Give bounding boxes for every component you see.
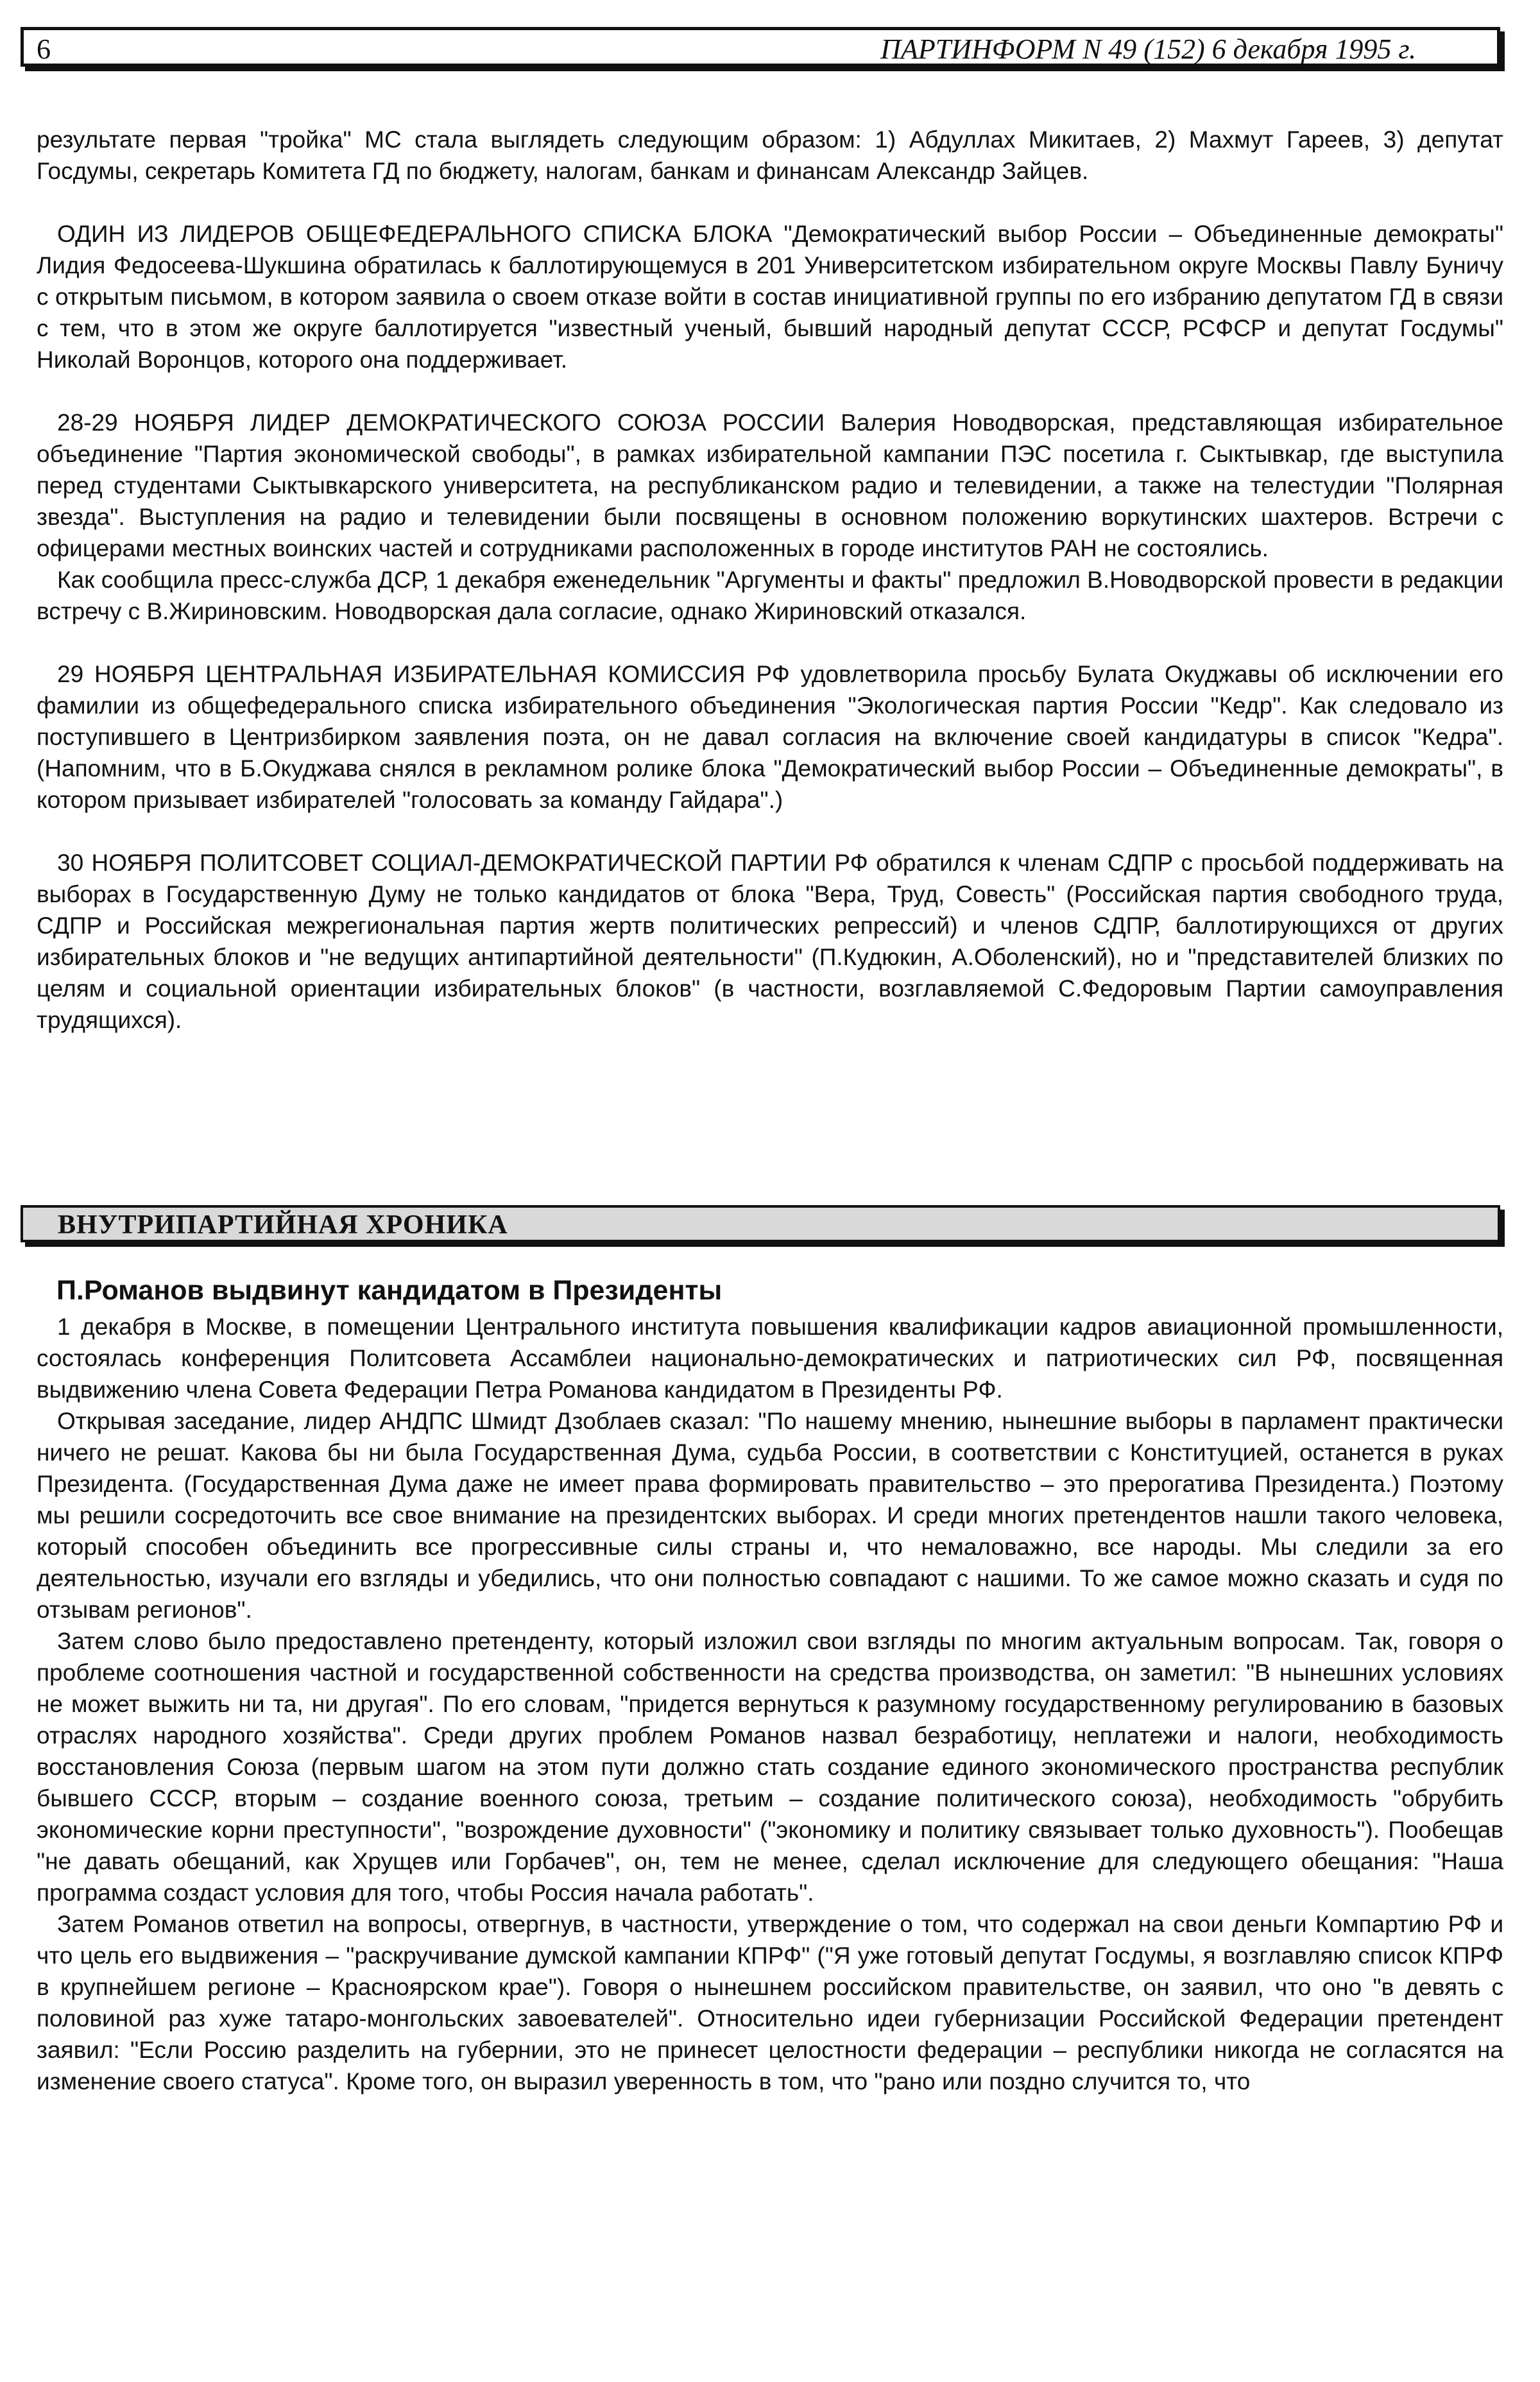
news-column-top [37, 124, 1503, 1067]
section-heading [21, 1205, 1500, 1242]
paragraph: Затем Романов ответил на вопросы, отвергнув, в частности, утверждение о том, что содержал на свои деньги Компартию РФ и что цель его выдвижения – "раскручивание думской кампании КПРФ" ("Я уже готовый депутат Госдумы, я возглавляю список КПРФ в крупнейшем регионе – Красноярском крае"). Говоря о нынешнем российском правительстве, он заявил, что оно "в девять с половиной раз хуже татаро-монгольских завоевателей". Относительно идеи губернизации Российской Федерации претендент заявил: "Если Россию разделить на губернии, это не принесет целостности федерации – республики никогда не согласятся на изменение своего статуса". Кроме того, он выразил уверенность в том, что "рано или поздно случится то, что [37, 1911, 1503, 2095]
paragraph: ОДИН ИЗ ЛИДЕРОВ ОБЩЕФЕДЕРАЛЬНОГО СПИСКА БЛОКА "Демократический выбор России – Объединенные демократы" Лидия Федосеева-Шукшина обратилась к баллотирующемуся в 201 Университетском избирательном округе Москвы Павлу Буничу с открытым письмом, в котором заявила о своем отказе войти в состав инициативной группы по его избранию депутатом ГД в связи с тем, что в этом же округе баллотируется "известный ученый, бывший народный депутат СССР, РСФСР и депутат Госдумы" Николай Воронцов, которого она поддерживает. [37, 221, 1503, 373]
page-header [21, 27, 1500, 67]
article-body [37, 1311, 1503, 2097]
issue-line: ПАРТИНФОРМ N 49 (152) 6 декабря 1995 г. [880, 33, 1416, 65]
paragraph: 30 НОЯБРЯ ПОЛИТСОВЕТ СОЦИАЛ-ДЕМОКРАТИЧЕСКОЙ ПАРТИИ РФ обратился к членам СДПР с просьбой поддерживать на выборах в Государственную Думу не только кандидатов от блока "Вера, Труд, Совесть" (Российская партия свободного труда, СДПР и Российская межрегиональная партия жертв политических репрессий) и членов СДПР, баллотирующихся от других избирательных блоков и "не ведущих антипартийной деятельности" (П.Кудюкин, А.Оболенский), но и "представителей близких по целям и социальной ориентации избирательных блоков" (в частности, возглавляемой С.Федоровым Партии самоуправления трудящихся). [37, 850, 1503, 1033]
paragraph: Затем слово было предоставлено претенденту, который изложил свои взгляды по многим актуальным вопросам. Так, говоря о проблеме соотношения частной и государственной собственности на средства производства, он заметил: "В нынешних условиях не может выжить ни та, ни другая". По его словам, "придется вернуться к разумному государственному регулированию в базовых отраслях народного хозяйства". Среди других проблем Романов назвал безработицу, неплатежи и налоги, необходимость восстановления Союза (первым шагом на этом пути должно стать создание единого экономического пространства республик бывшего СССР, вторым – создание военного союза, третьим – создание политического союза), необходимость "обрубить экономические корни преступности", "возрождение духовности" ("экономику и политику связывает только духовность"). Пообещав "не давать обещаний, как Хрущев или Горбачев", он, тем не менее, сделал исключение для следующего обещания: "Наша программа создаст условия для того, чтобы Россия начала работать". [37, 1628, 1503, 1906]
paragraph: 28-29 НОЯБРЯ ЛИДЕР ДЕМОКРАТИЧЕСКОГО СОЮЗА РОССИИ Валерия Новодворская, представляющая избирательное объединение "Партия экономической свободы", в рамках избирательной кампании ПЭС посетила г. Сыктывкар, где выступила перед студентами Сыктывкарского университета, на республиканском радио и телевидении, а также на телестудии "Полярная звезда". Выступления на радио и телевидении были посвящены в основном положению воркутинских шахтеров. Встречи с офицерами местных воинских частей и сотрудниками расположенных в городе институтов РАН не состоялись. [37, 409, 1503, 561]
paragraph: Как сообщила пресс-служба ДСР, 1 декабря еженедельник "Аргументы и факты" предложил В.Новодворской провести в редакции встречу с В.Жириновским. Новодворская дала согласие, однако Жириновский отказался. [37, 567, 1503, 624]
paragraph: 1 декабря в Москве, в помещении Центрального института повышения квалификации кадров авиационной промышленности, состоялась конференция Политсовета Ассамблеи национально-демократических и патриотических сил РФ, посвященная выдвижению члена Совета Федерации Петра Романова кандидатом в Президенты РФ. [37, 1314, 1503, 1403]
paragraph: результате первая "тройка" МС стала выглядеть следующим образом: 1) Абдуллах Микитаев, 2) Махмут Гареев, 3) депутат Госдумы, секретарь Комитета ГД по бюджету, налогам, банкам и финансам Александр Зайцев. [37, 126, 1503, 184]
paragraph: 29 НОЯБРЯ ЦЕНТРАЛЬНАЯ ИЗБИРАТЕЛЬНАЯ КОМИССИЯ РФ удовлетворила просьбу Булата Окуджавы об исключении его фамилии из общефедерального списка избирательного объединения "Экологическая партия России "Кедр". Как следовало из поступившего в Центризбирком заявления поэта, он не давал согласия на включение своей кандидатуры в список "Кедра". (Напомним, что в Б.Окуджава снялся в рекламном ролике блока "Демократический выбор России – Объединенные демократы", в котором призывает избирателей "голосовать за команду Гайдара".) [37, 661, 1503, 813]
section-title: ВНУТРИПАРТИЙНАЯ ХРОНИКА [58, 1210, 508, 1240]
paragraph: Открывая заседание, лидер АНДПС Шмидт Дзоблаев сказал: "По нашему мнению, нынешние выборы в парламент практически ничего не решат. Какова бы ни была Государственная Дума, судьба России, в соответствии с Конституцией, останется в руках Президента. (Государственная Дума даже не имеет права формировать правительство – это прерогатива Президента.) Поэтому мы решили сосредоточить все свое внимание на президентских выборах. И среди многих претендентов нашли такого человека, который способен объединить все прогрессивные силы страны и, что немаловажно, все народы. Мы следили за его деятельностью, изучали его взгляды и убедились, что они полностью совпадают с нашими. То же самое можно сказать и судя по отзывам регионов". [37, 1408, 1503, 1623]
page-number: 6 [37, 33, 51, 65]
article-title: П.Романов выдвинут кандидатом в Президенты [56, 1275, 723, 1306]
